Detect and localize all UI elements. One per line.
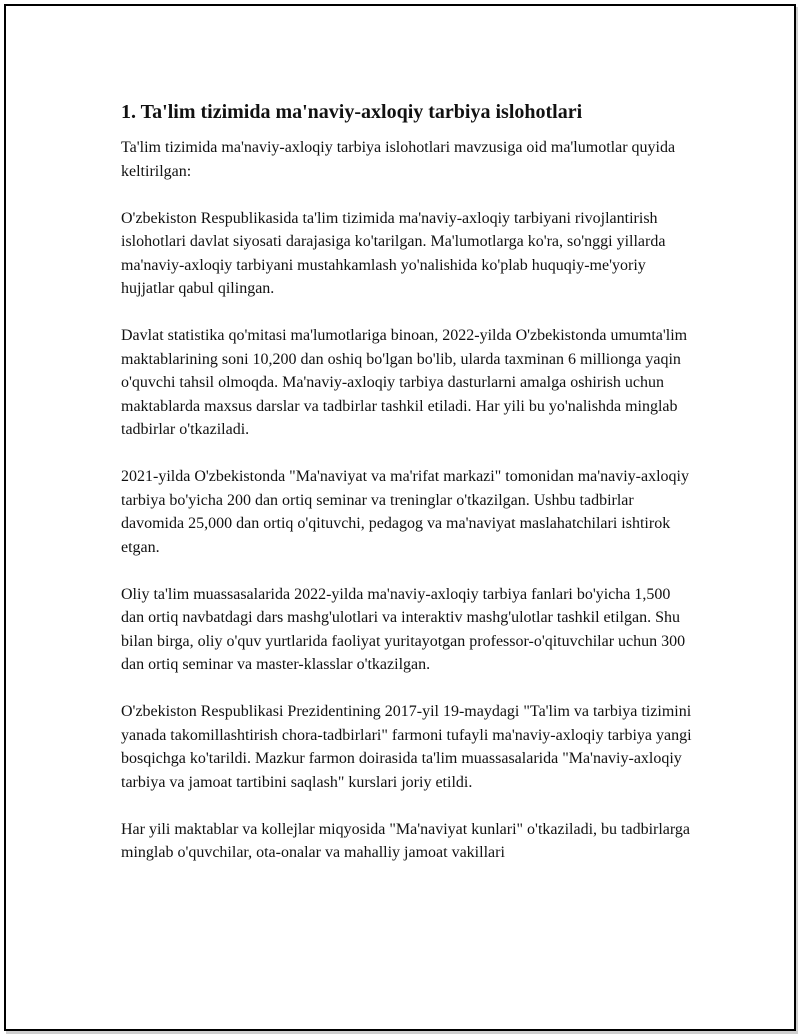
paragraph-higher-education: Oliy ta'lim muassasalarida 2022-yilda ma'naviy-axloqiy tarbiya fanlari bo'yicha 1,500 dan ortiq navbatdagi dars mashg'ulotlari va interaktiv mashg'ulotlar tashkil etilgan. Shu bilan birga, oliy o'quv yurtlarida faoliyat yuritayotgan professor-o'qituvchilar uchun 300 dan ortiq seminar va master-klasslar o'tkazilgan. [121,585,686,673]
paragraph-presidential-decree: O'zbekiston Respublikasi Prezidentining 2017-yil 19-maydagi "Ta'lim va tarbiya tizimini yanada takomillashtirish chora-tadbirlari" farmoni tufayli ma'naviy-axloqiy tarbiya yangi bosqichga ko'tarildi. Mazkur farmon doirasida ta'lim muassasalarida "Ma'naviy-axloqiy tarbiya va jamoat tartibini saqlash" kurslari joriy etildi. [121,703,692,791]
paragraph-seminars-2021: 2021-yilda O'zbekistonda "Ma'naviyat va ma'rifat markazi" tomonidan ma'naviy-axloqiy tarbiya bo'yicha 200 dan ortiq seminar va treninglar o'tkazilgan. Ushbu tadbirlar davomida 25,000 dan ortiq o'qituvchi, pedagog va ma'naviyat maslahatchilari ishtirok etgan. [121,468,689,556]
document-title: 1. Ta'lim tizimida ma'naviy-axloqiy tarbiya islohotlari [121,101,583,123]
paragraph-reforms: O'zbekiston Respublikasida ta'lim tizimida ma'naviy-axloqiy tarbiyani rivojlantirish islohotlari davlat siyosati darajasiga ko'tarilgan. Ma'lumotlarga ko'ra, so'nggi yillarda ma'naviy-axloqiy tarbiyani mustahkamlash yo'nalishida ko'plab huquqiy-me'yoriy hujjatlar qabul qilingan. [121,209,666,297]
page-frame [4,4,796,1031]
document-body [121,98,696,888]
paragraph-spirituality-days: Har yili maktablar va kollejlar miqyosida "Ma'naviyat kunlari" o'tkaziladi, bu tadbirlarga minglab o'quvchilar, ota-onalar va mahalliy jamoat vakillari [121,820,691,861]
paragraph-intro: Ta'lim tizimida ma'naviy-axloqiy tarbiya islohotlari mavzusiga oid ma'lumotlar quyida keltirilgan: [121,139,676,180]
paragraph-statistics: Davlat statistika qo'mitasi ma'lumotlariga binoan, 2022-yilda O'zbekistonda umumta'lim maktablarining soni 10,200 dan oshiq bo'lgan bo'lib, ularda taxminan 6 millionga yaqin o'quvchi tahsil olmoqda. Ma'naviy-axloqiy tarbiya dasturlarni amalga oshirish uchun maktablarda maxsus darslar va tadbirlar tashkil etiladi. Har yili bu yo'nalishda minglab tadbirlar o'tkaziladi. [121,327,688,438]
